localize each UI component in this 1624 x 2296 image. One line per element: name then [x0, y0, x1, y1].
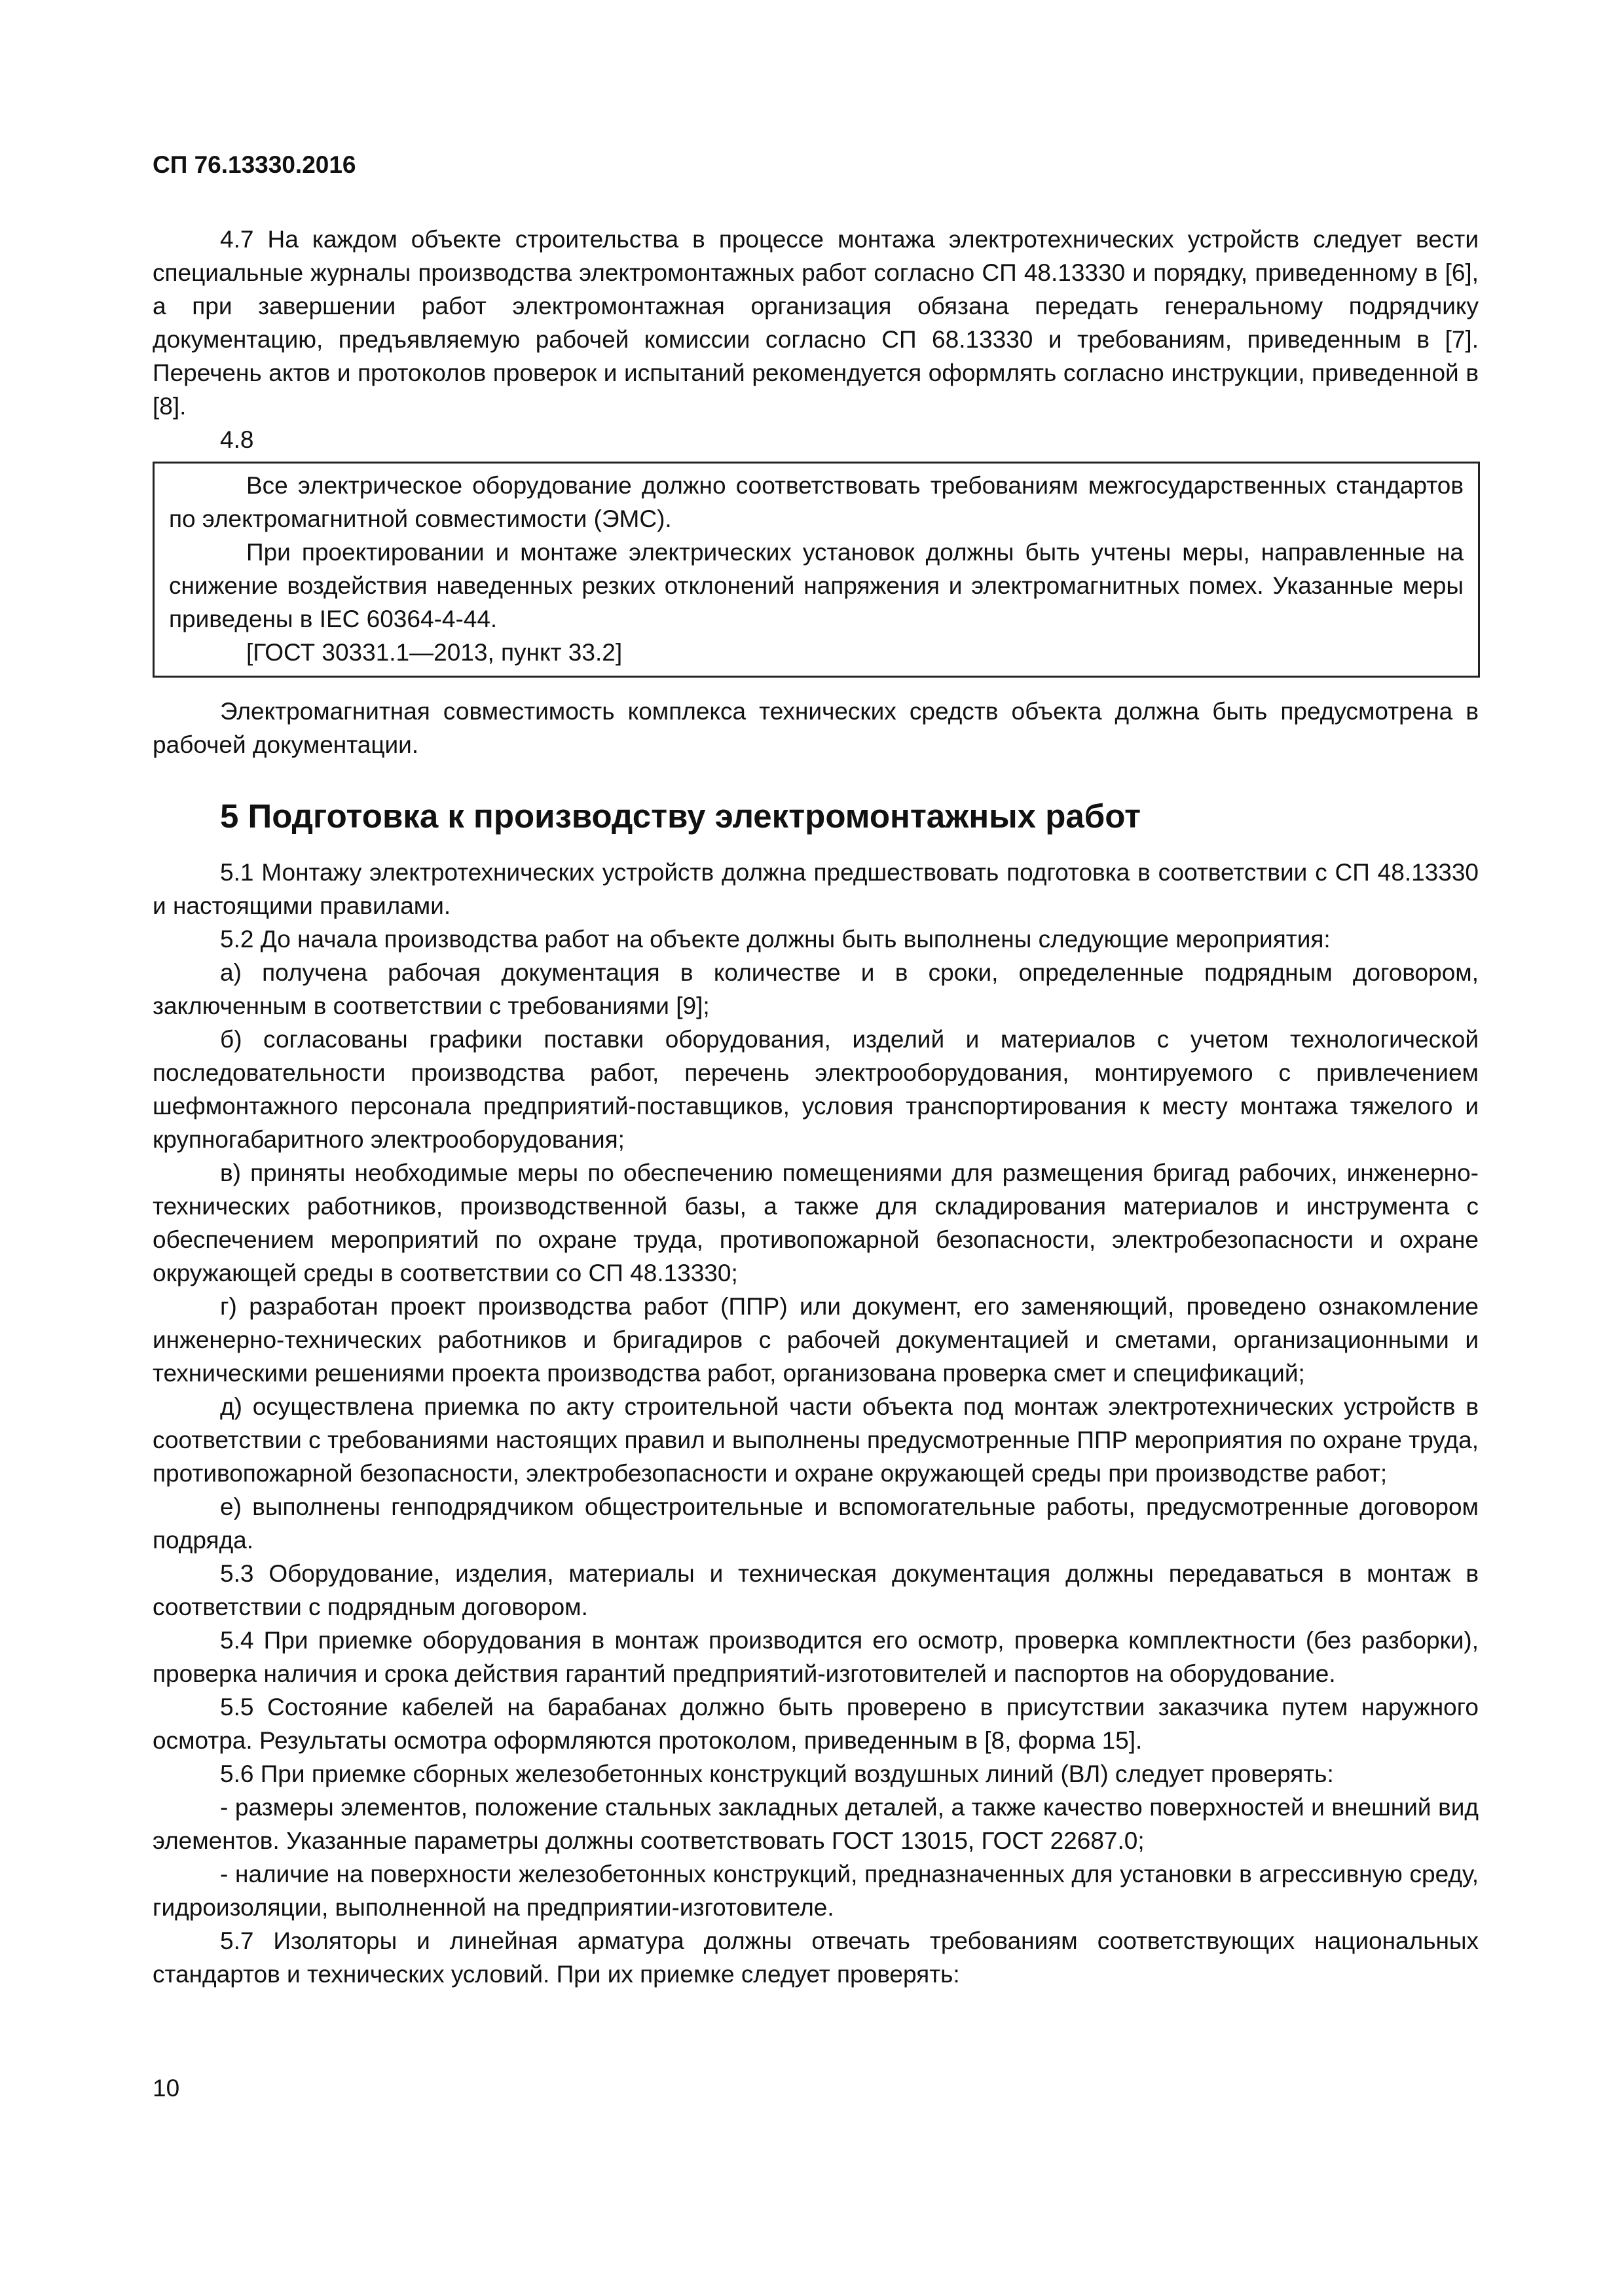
paragraph-5-3: 5.3 Оборудование, изделия, материалы и техническая документация должны передаваться в монтаж в соответствии с подрядным договором.	[153, 1560, 1479, 1620]
quoted-paragraph-1: Все электрическое оборудование должно соответствовать требованиям межгосударственных стандартов по электромагнитной совместимости (ЭМС).	[169, 472, 1464, 532]
clause-4-8-number: 4.8	[220, 426, 254, 453]
paragraph-5-6: 5.6 При приемке сборных железобетонных конструкций воздушных линий (ВЛ) следует проверять:	[220, 1760, 1334, 1787]
paragraph-5-1: 5.1 Монтажу электротехнических устройств должна предшествовать подготовка в соответствии с СП 48.13330 и настоящими правилами.	[153, 859, 1479, 919]
document-code-header: СП 76.13330.2016	[153, 151, 356, 178]
paragraph-5-5: 5.5 Состояние кабелей на барабанах должно быть проверено в присутствии заказчика путем наружного осмотра. Результаты осмотра оформляются протоколом, приведенным в [8, форма 15].	[153, 1694, 1479, 1754]
page-content	[153, 223, 1479, 1991]
list-item-v: в) приняты необходимые меры по обеспечению помещениями для размещения бригад рабочих, инженерно-технических работников, производственной базы, а также для складирования материалов и инструмента с обеспечением мероприятий по охране труда, противопожарной безопасности, электробезопасности и охране окружающей среды в соответствии со СП 48.13330;	[153, 1159, 1479, 1286]
list-item-g: г) разработан проект производства работ (ППР) или документ, его заменяющий, проведено ознакомление инженерно-технических работников и бригадиров с рабочей документацией и сметами, организационными и техническими решениями проекта производства работ, организована проверка смет и спецификаций;	[153, 1293, 1479, 1387]
quoted-reference: [ГОСТ 30331.1—2013, пункт 33.2]	[246, 639, 623, 666]
list-item-d: д) осуществлена приемка по акту строительной части объекта под монтаж электротехнических устройств в соответствии с требованиями настоящих правил и выполнены предусмотренные ППР мероприятия по охране труда, противопожарной безопасности, электробезопасности и охране окружающей среды при производстве работ;	[153, 1393, 1479, 1487]
paragraph-5-7: 5.7 Изоляторы и линейная арматура должны отвечать требованиям соответствующих национальных стандартов и технических условий. При их приемке следует проверять:	[153, 1927, 1479, 1988]
list-item-b: б) согласованы графики поставки оборудования, изделий и материалов с учетом технологической последовательности производства работ, перечень электрооборудования, монтируемого с привлечением шефмонтажного персонала предприятий-поставщиков, условия транспортирования к месту монтажа тяжелого и крупногабаритного электрооборудования;	[153, 1026, 1479, 1153]
dash-item-2: - наличие на поверхности железобетонных конструкций, предназначенных для установки в агрессивную среду, гидроизоляции, выполненной на предприятии-изготовителе.	[153, 1861, 1479, 1921]
quoted-standard-box	[153, 462, 1480, 678]
dash-item-1: - размеры элементов, положение стальных закладных деталей, а также качество поверхностей и внешний вид элементов. Указанные параметры должны соответствовать ГОСТ 13015, ГОСТ 22687.0;	[153, 1794, 1479, 1854]
paragraph-5-4: 5.4 При приемке оборудования в монтаж производится его осмотр, проверка комплектности (без разборки), проверка наличия и срока действия гарантий предприятий-изготовителей и паспортов на оборудование.	[153, 1627, 1479, 1687]
quoted-paragraph-2: При проектировании и монтаже электрических установок должны быть учтены меры, направленные на снижение воздействия наведенных резких отклонений напряжения и электромагнитных помех. Указанные меры приведены в IEC 60364-4-44.	[169, 539, 1464, 632]
clause-4-8-text: Электромагнитная совместимость комплекса технических средств объекта должна быть предусмотрена в рабочей документации.	[153, 698, 1479, 758]
list-item-a: а) получена рабочая документация в количестве и в сроки, определенные подрядным договором, заключенным в соответствии с требованиями [9];	[153, 959, 1479, 1019]
clause-4-7: 4.7 На каждом объекте строительства в процессе монтажа электротехнических устройств следует вести специальные журналы производства электромонтажных работ согласно СП 48.13330 и порядку, приведенному в [6], а при завершении работ электромонтажная организация обязана передать генеральному подрядчику документацию, предъявляемую рабочей комиссии согласно СП 68.13330 и требованиям, приведенным в [7]. Перечень актов и протоколов проверок и испытаний рекомендуется оформлять согласно инструкции, приведенной в [8].	[153, 226, 1479, 420]
page-number: 10	[153, 2075, 180, 2102]
section-5-heading: 5 Подготовка к производству электромонтажных работ	[220, 797, 1141, 835]
paragraph-5-2: 5.2 До начала производства работ на объекте должны быть выполнены следующие мероприятия:	[220, 926, 1331, 953]
list-item-e: е) выполнены генподрядчиком общестроительные и вспомогательные работы, предусмотренные договором подряда.	[153, 1493, 1479, 1554]
